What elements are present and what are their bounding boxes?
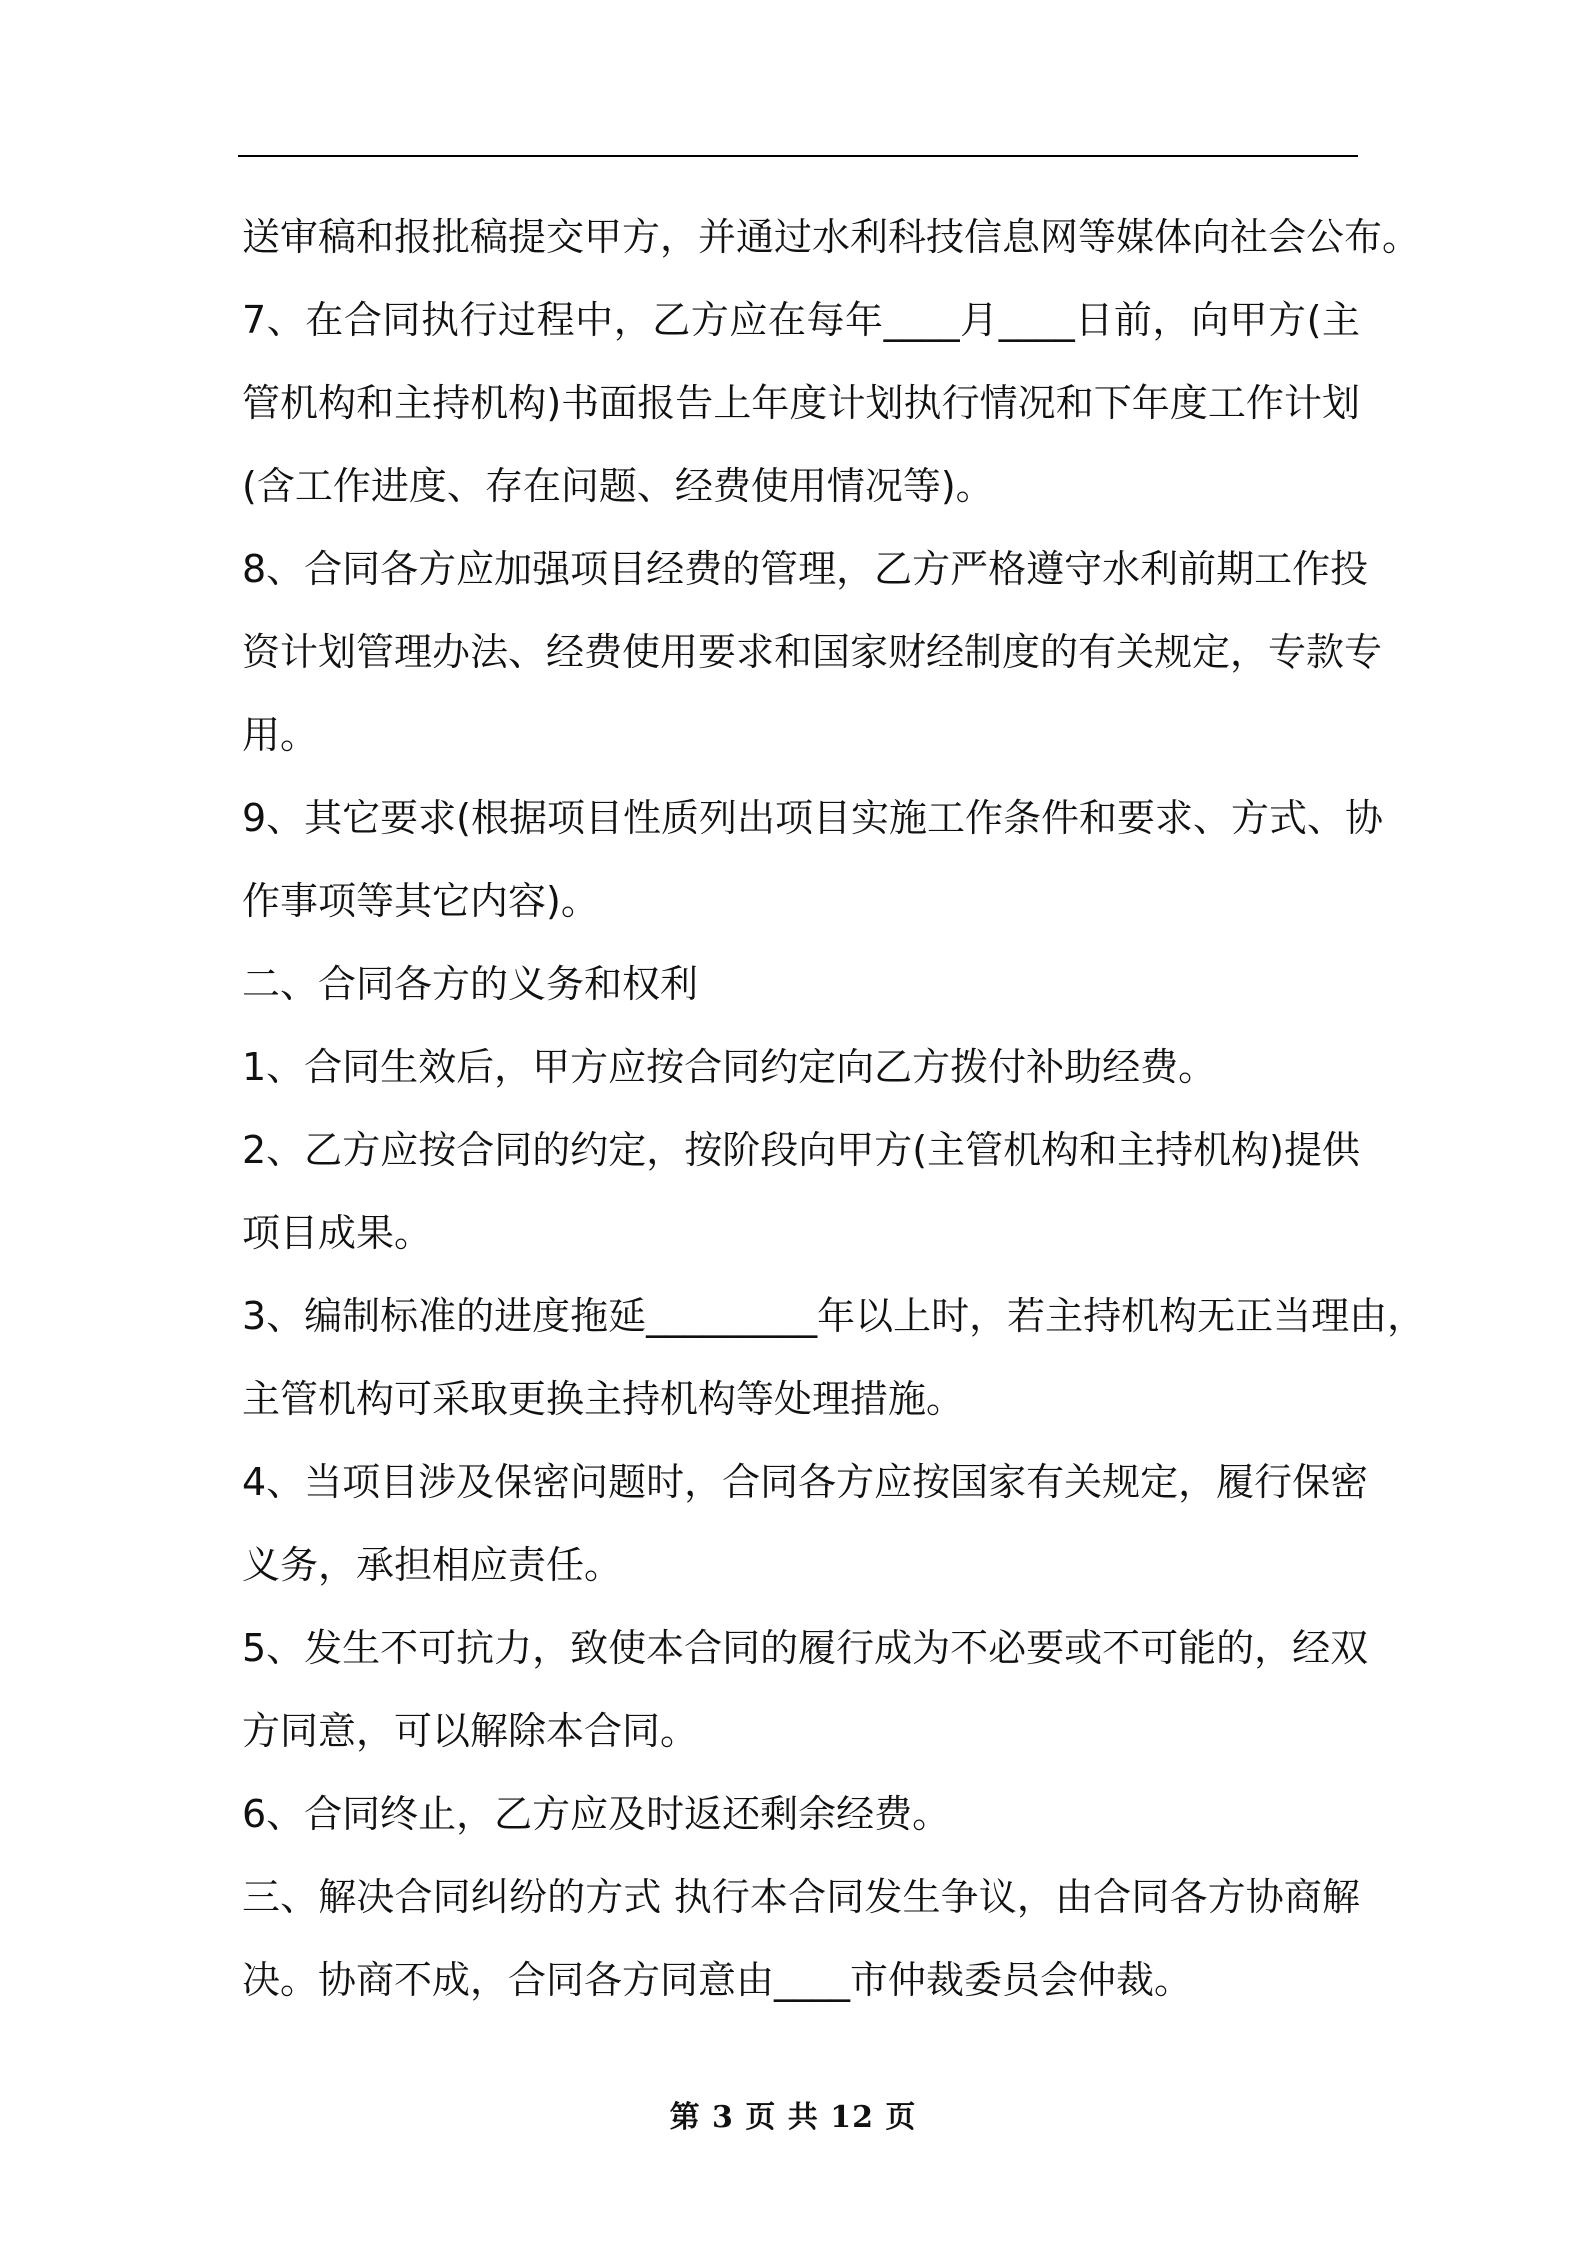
text-line: 5、发生不可抗力，致使本合同的履行成为不必要或不可能的，经双 [242, 1626, 1369, 1670]
text-line: 送审稿和报批稿提交甲方，并通过水利科技信息网等媒体向社会公布。 [242, 215, 1421, 259]
document-body [242, 196, 1426, 2022]
text-line: 4、当项目涉及保密问题时，合同各方应按国家有关规定，履行保密 [242, 1460, 1369, 1504]
text-line: 1、合同生效后，甲方应按合同约定向乙方拨付补助经费。 [242, 1045, 1217, 1089]
text-line: 决。协商不成，合同各方同意由____市仲裁委员会仲裁。 [242, 1958, 1193, 2002]
text-line: 用。 [242, 713, 319, 757]
text-line: (含工作进度、存在问题、经费使用情况等)。 [242, 464, 994, 508]
section-heading: 三、解决合同纠纷的方式 执行本合同发生争议，由合同各方协商解 [242, 1875, 1360, 1919]
page-number-footer: 第 3 页 共 12 页 [669, 2100, 917, 2135]
text-line: 作事项等其它内容)。 [242, 879, 599, 923]
header-rule [238, 155, 1358, 157]
text-line: 7、在合同执行过程中，乙方应在每年____月____日前，向甲方(主 [242, 298, 1360, 342]
text-line: 主管机构可采取更换主持机构等处理措施。 [242, 1377, 965, 1421]
text-line: 方同意，可以解除本合同。 [242, 1709, 699, 1753]
text-line: 项目成果。 [242, 1211, 433, 1255]
text-line: 2、乙方应按合同的约定，按阶段向甲方(主管机构和主持机构)提供 [242, 1128, 1360, 1172]
text-line: 3、编制标准的进度拖延_________年以上时，若主持机构无正当理由， [242, 1294, 1426, 1338]
text-line: 8、合同各方应加强项目经费的管理，乙方严格遵守水利前期工作投 [242, 547, 1369, 591]
text-line: 9、其它要求(根据项目性质列出项目实施工作条件和要求、方式、协 [242, 796, 1384, 840]
text-line: 义务，承担相应责任。 [242, 1543, 623, 1587]
text-line: 6、合同终止，乙方应及时返还剩余经费。 [242, 1792, 951, 1836]
text-line: 资计划管理办法、经费使用要求和国家财经制度的有关规定，专款专 [242, 630, 1383, 674]
text-line: 管机构和主持机构)书面报告上年度计划执行情况和下年度工作计划 [242, 381, 1360, 425]
section-heading: 二、合同各方的义务和权利 [242, 962, 699, 1006]
